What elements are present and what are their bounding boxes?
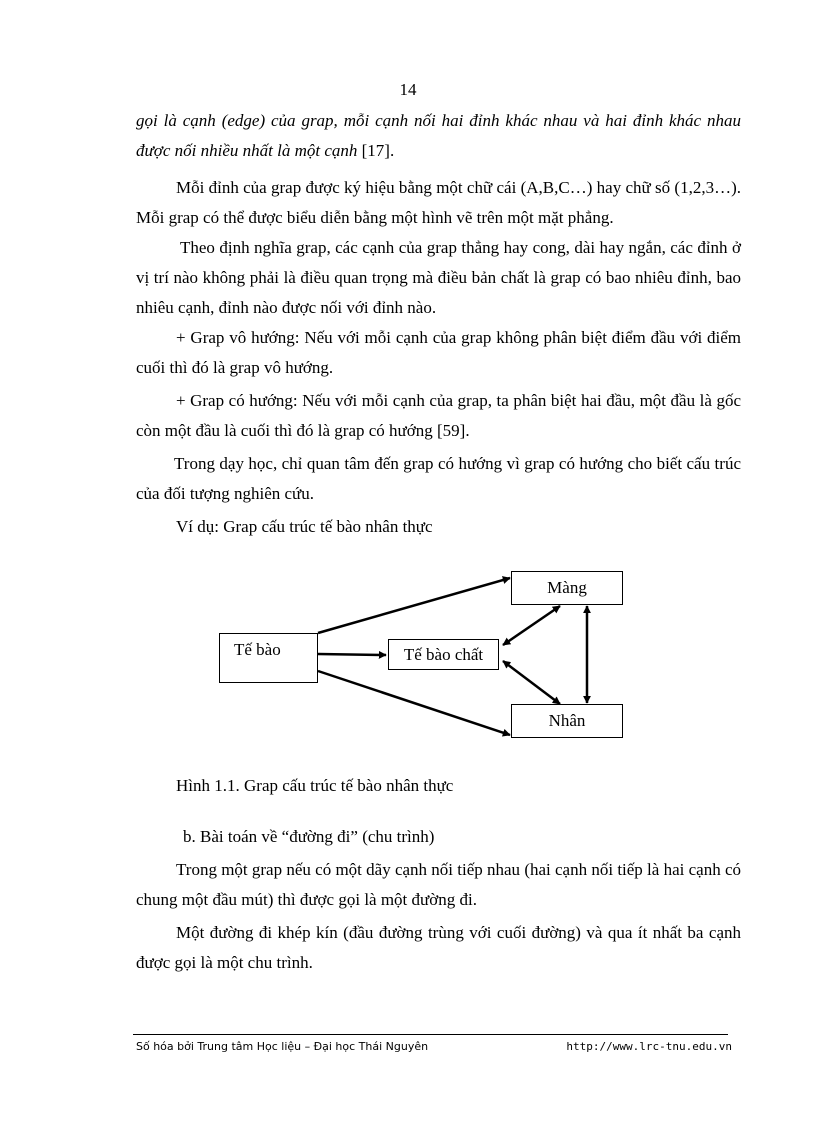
paragraph-path-definition: Trong một grap nếu có một dãy cạnh nối tiếp nhau (hai cạnh nối tiếp là hai cạnh có chung một đầu mút) thì được gọi là một đường đi.: [136, 860, 741, 909]
reference-17: [17].: [357, 141, 395, 160]
node-nhan-label: Nhân: [548, 711, 586, 730]
node-te-bao-chat: [388, 639, 499, 670]
paragraph-example: Ví dụ: Grap cấu trúc tế bào nhân thực: [176, 517, 433, 536]
paragraph-undirected-graph: + Grap vô hướng: Nếu với mỗi cạnh của grap không phân biệt điểm đầu với điểm cuối thì đó là grap vô hướng.: [136, 328, 741, 377]
edge-definition-text: gọi là cạnh (edge) của grap, mỗi cạnh nối hai đỉnh khác nhau và hai đỉnh khác nhau được nối nhiều nhất là một cạnh: [136, 111, 741, 160]
footer-divider: [133, 1034, 728, 1035]
edge-te-bao-to-te-bao-chat: [318, 654, 386, 655]
node-te-bao-chat-label: Tế bào chất: [403, 644, 484, 664]
paragraph-teaching-note: Trong dạy học, chỉ quan tâm đến grap có hướng vì grap có hướng cho biết cấu trúc của đối tượng nghiên cứu.: [136, 454, 741, 503]
page-number: 14: [399, 80, 417, 99]
paragraph-graph-definition: Theo định nghĩa grap, các cạnh của grap thẳng hay cong, dài hay ngắn, các đỉnh ở vị trí nào không phải là điều quan trọng mà điều bản chất là grap có bao nhiêu đỉnh, bao nhiêu cạnh, đỉnh nào được nối với đỉnh nào.: [136, 238, 741, 317]
node-nhan: [511, 704, 623, 738]
node-mang: [511, 571, 623, 605]
edge-te-bao-to-nhan: [318, 671, 510, 735]
footer-url[interactable]: http://www.lrc-tnu.edu.vn: [566, 1040, 732, 1053]
edge-te-bao-to-mang: [318, 578, 510, 633]
paragraph-cycle-definition: Một đường đi khép kín (đầu đường trùng với cuối đường) và qua ít nhất ba cạnh được gọi là một chu trình.: [136, 923, 741, 972]
node-te-bao-label: Tế bào: [234, 640, 281, 659]
node-te-bao: [219, 633, 318, 683]
paragraph-vertex-notation: Mỗi đỉnh của grap được ký hiệu bằng một chữ cái (A,B,C…) hay chữ số (1,2,3…). Mỗi grap có thể được biểu diễn bằng một hình vẽ trên một mặt phẳng.: [136, 178, 741, 227]
edge-te-bao-chat-mang: [503, 606, 560, 645]
figure-caption: Hình 1.1. Grap cấu trúc tế bào nhân thực: [176, 776, 454, 795]
section-heading-path: b. Bài toán về “đường đi” (chu trình): [183, 827, 435, 846]
paragraph-directed-graph: + Grap có hướng: Nếu với mỗi cạnh của grap, ta phân biệt hai đầu, một đầu là gốc còn một đầu là cuối thì đó là grap có hướng [59].: [136, 391, 741, 440]
footer-source: Số hóa bởi Trung tâm Học liệu – Đại học Thái Nguyên: [136, 1040, 429, 1053]
edge-te-bao-chat-nhan: [503, 661, 560, 704]
node-mang-label: Màng: [547, 578, 587, 597]
